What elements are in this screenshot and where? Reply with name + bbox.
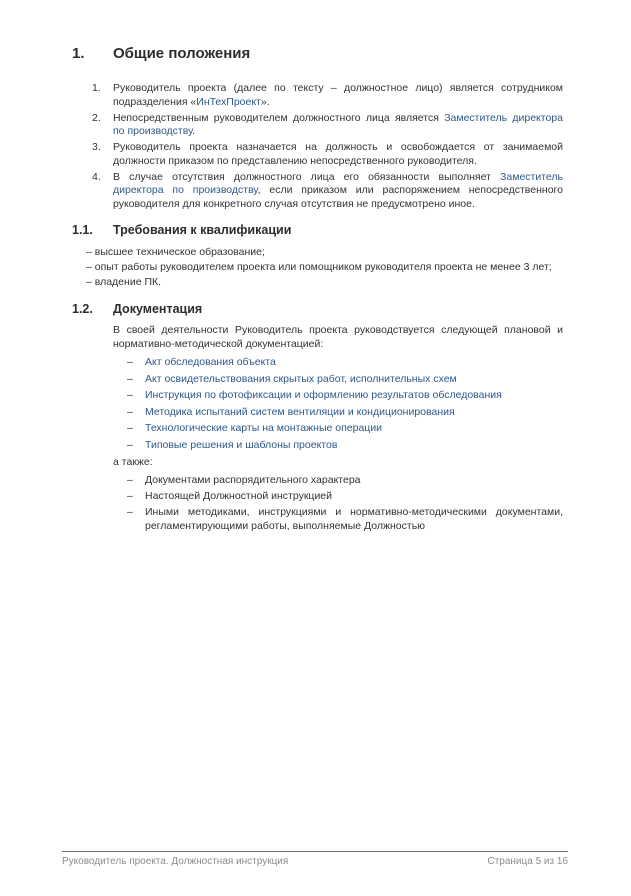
dash-marker: –	[127, 474, 133, 486]
dash-marker: –	[127, 389, 133, 401]
section-1-heading	[72, 45, 563, 63]
documentation-plain-list	[72, 474, 563, 533]
list-item	[127, 422, 563, 435]
plain-doc-item: Документами распорядительного характера	[145, 474, 361, 486]
item-3-text: Руководитель проекта назначается на должность и освобождается от занимаемой должности приказом по представлению непосредственного руководителя.	[113, 141, 563, 167]
doc-link[interactable]: Технологические карты на монтажные операции	[145, 422, 383, 434]
item-4-number: 4.	[92, 170, 101, 183]
documentation-intro: В своей деятельности Руководитель проекта руководствуется следующей плановой и нормативно-методической документацией:	[113, 324, 563, 350]
link-deputy-director[interactable]: Заместитель директора по производству	[113, 111, 563, 137]
item-2-text-post: .	[192, 125, 196, 137]
item-1-number: 1.	[92, 82, 101, 94]
numbered-item-1	[92, 82, 563, 109]
item-3-number: 3.	[92, 141, 101, 153]
qualification-item: – опыт работы руководителем проекта или помощником руководителя проекта не менее 3 лет;	[86, 261, 552, 273]
section-1-1-title: Требования к квалификации	[113, 223, 292, 237]
doc-link[interactable]: Акт освидетельствования скрытых работ, исполнительных схем	[145, 372, 457, 385]
list-item	[127, 406, 563, 419]
item-1-text-pre: Руководитель проекта (далее по тексту – должностное лицо) является сотрудником подразделения «	[113, 82, 563, 108]
dash-marker: –	[127, 490, 133, 502]
doc-link[interactable]: Типовые решения и шаблоны проектов	[145, 438, 338, 451]
section-1-1-heading	[72, 222, 563, 238]
dash-marker: –	[127, 506, 133, 518]
list-item	[127, 506, 563, 533]
list-item	[127, 356, 563, 369]
dash-marker: –	[127, 356, 133, 368]
doc-link[interactable]: Методика испытаний систем вентиляции и кондиционирования	[145, 405, 455, 418]
qualification-item: – высшее техническое образование;	[86, 246, 265, 258]
plain-doc-item: Настоящей Должностной инструкцией	[145, 490, 333, 502]
numbered-item-2	[92, 112, 563, 139]
dash-marker: –	[127, 422, 133, 434]
section-1-title: Общие положения	[113, 45, 251, 62]
list-item	[127, 490, 563, 504]
dash-marker: –	[127, 438, 133, 451]
documentation-link-list	[72, 356, 563, 452]
section-1-2-number: 1.2.	[72, 302, 93, 316]
list-item	[127, 373, 563, 386]
item-2-text-pre: Непосредственным руководителем должностного лица является	[113, 111, 445, 124]
also-label: а также:	[113, 455, 153, 468]
list-item	[127, 474, 563, 488]
footer-row	[62, 852, 568, 868]
item-1-text	[113, 82, 563, 109]
section-1-2-title: Документация	[113, 302, 203, 316]
link-deputy-director[interactable]: Заместитель директора по производству	[113, 170, 563, 196]
section-1-2-heading	[72, 301, 563, 317]
doc-link[interactable]: Инструкция по фотофиксации и оформлению результатов обследования	[145, 389, 502, 401]
item-2-number: 2.	[92, 111, 101, 124]
plain-doc-item: Иными методиками, инструкциями и нормативно-методическими документами, регламентирующими работы, выполняемые Должностью	[145, 506, 563, 532]
footer-document-title: Руководитель проекта. Должностная инструкция	[62, 856, 289, 867]
qualification-item: – владение ПК.	[86, 276, 162, 288]
section-1-number: 1.	[72, 45, 85, 62]
dash-marker: –	[127, 372, 133, 385]
footer-page-number: Страница 5 из 16	[487, 856, 568, 867]
dash-marker: –	[127, 405, 133, 418]
list-item	[127, 389, 563, 402]
numbered-item-3	[92, 141, 563, 168]
section-1-1-number: 1.1.	[72, 223, 93, 237]
item-4-text-pre: В случае отсутствия должностного лица его обязанности выполняет	[113, 170, 501, 183]
item-4-text	[113, 171, 563, 212]
item-1-text-post: ».	[260, 95, 270, 108]
page-footer	[62, 851, 568, 868]
doc-link[interactable]: Акт обследования объекта	[145, 356, 276, 368]
link-intehproekt[interactable]: ИнТехПроект	[196, 95, 261, 108]
item-2-text	[113, 112, 563, 139]
item-4-text-post: , если приказом или распоряжением непосредственного руководителя для конкретного случая отсутствия не предусмотрено иное.	[113, 184, 563, 210]
numbered-item-4	[92, 171, 563, 212]
list-item	[127, 439, 563, 452]
